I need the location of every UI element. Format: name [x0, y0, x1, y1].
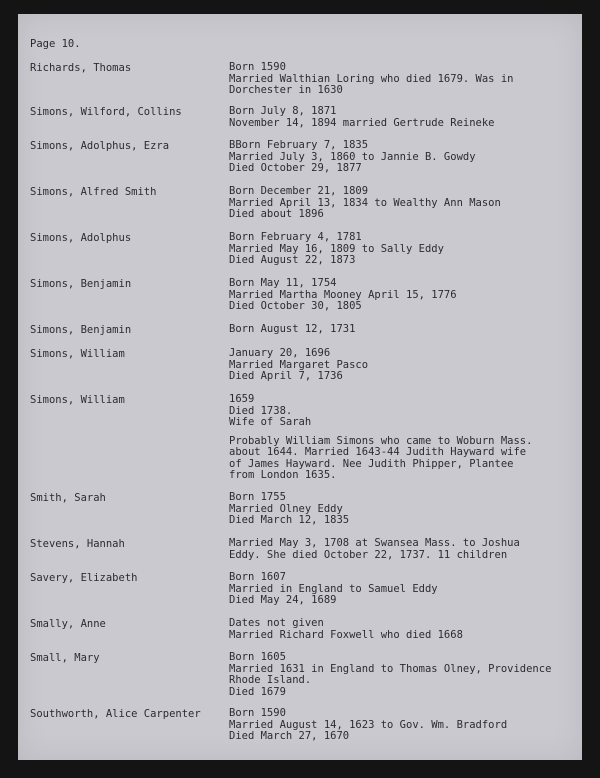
detail-line: Married August 14, 1623 to Gov. Wm. Bradford [229, 718, 508, 731]
entry-details [229, 106, 579, 129]
detail-line: Died about 1896 [229, 208, 324, 220]
note-line: about 1644. Married 1643-44 Judith Hayward wife [229, 446, 527, 458]
detail-line: Died 1738. [229, 404, 293, 417]
document-page [18, 14, 582, 760]
detail-line: Died 1679 [229, 685, 286, 698]
detail-line: Born July 8, 1871 [229, 105, 337, 117]
detail-line: Born 1607 [229, 571, 286, 583]
entry-details [229, 394, 579, 482]
person-name: Small, Mary [30, 652, 100, 664]
person-name: Smith, Sarah [30, 492, 106, 504]
detail-line: January 20, 1696 [229, 347, 331, 359]
detail-line: Married July 3, 1860 to Jannie B. Gowdy [229, 150, 476, 163]
entry-details [229, 186, 579, 221]
detail-line: Rhode Island. [229, 674, 312, 686]
entry-details [229, 324, 579, 336]
detail-line: Dorchester in 1630 [229, 84, 343, 96]
detail-line: Born 1590 [229, 707, 286, 719]
detail-line: Married in England to Samuel Eddy [229, 582, 438, 595]
person-name: Savery, Elizabeth [30, 572, 138, 584]
person-name: Stevens, Hannah [30, 538, 125, 550]
detail-line: Born 1755 [229, 491, 286, 503]
detail-line: Died October 30, 1805 [229, 300, 362, 312]
person-name: Simons, Benjamin [30, 278, 132, 290]
detail-line: Married Olney Eddy [229, 502, 343, 515]
note-line: from London 1635. [229, 469, 337, 481]
detail-line: Married Margaret Pasco [229, 358, 369, 371]
person-name: Richards, Thomas [30, 62, 132, 74]
entry-details [229, 538, 579, 561]
entry-details [229, 348, 579, 383]
person-name: Simons, William [30, 348, 125, 360]
entry-details [229, 140, 579, 175]
detail-line: Married Martha Mooney April 15, 1776 [229, 288, 457, 301]
entry-details [229, 62, 579, 97]
person-name: Southworth, Alice Carpenter [30, 708, 201, 720]
detail-line: Died October 29, 1877 [229, 162, 362, 174]
detail-line: Dates not given [229, 617, 324, 629]
detail-line: Born December 21, 1809 [229, 185, 369, 197]
detail-line: Died May 24, 1689 [229, 594, 337, 606]
detail-line: Died March 27, 1670 [229, 730, 350, 742]
detail-line: Wife of Sarah [229, 416, 312, 428]
entry-details [229, 232, 579, 267]
entry-details [229, 652, 579, 698]
detail-line: Married 1631 in England to Thomas Olney, Providence [229, 662, 552, 675]
person-name: Smally, Anne [30, 618, 106, 630]
entry-details [229, 278, 579, 313]
person-name: Simons, Adolphus [30, 232, 132, 244]
detail-line: Born 1590 [229, 61, 286, 73]
person-name: Simons, Adolphus, Ezra [30, 140, 170, 152]
note-line: of James Hayward. Nee Judith Phipper, Plantee [229, 457, 514, 470]
detail-line: Born February 4, 1781 [229, 231, 362, 243]
person-name: Simons, Benjamin [30, 324, 132, 336]
page-number: Page 10. [30, 38, 81, 50]
note-line: Probably William Simons who came to Woburn Mass. [229, 434, 533, 447]
detail-line: Married Walthian Loring who died 1679. Was in [229, 72, 514, 85]
entry-details [229, 492, 579, 527]
detail-line: Died March 12, 1835 [229, 514, 350, 526]
entry-details [229, 572, 579, 607]
detail-line: Married May 3, 1708 at Swansea Mass. to Joshua [229, 537, 520, 549]
person-name: Simons, Alfred Smith [30, 186, 157, 198]
detail-line: Married Richard Foxwell who died 1668 [229, 628, 463, 641]
entry-details [229, 708, 579, 743]
detail-line: Died August 22, 1873 [229, 254, 356, 266]
detail-line: Born May 11, 1754 [229, 277, 337, 289]
detail-line: 1659 [229, 393, 255, 405]
person-name: Simons, William [30, 394, 125, 406]
detail-line: Born 1605 [229, 651, 286, 663]
detail-line: November 14, 1894 married Gertrude Reineke [229, 116, 495, 129]
detail-line: Married April 13, 1834 to Wealthy Ann Mason [229, 196, 501, 209]
detail-line: Eddy. She died October 22, 1737. 11 children [229, 548, 508, 561]
detail-line: BBorn February 7, 1835 [229, 139, 369, 151]
detail-line: Born August 12, 1731 [229, 323, 356, 335]
detail-line: Married May 16, 1809 to Sally Eddy [229, 242, 444, 255]
detail-line: Died April 7, 1736 [229, 370, 343, 382]
entry-details [229, 618, 579, 641]
person-name: Simons, Wilford, Collins [30, 106, 182, 118]
